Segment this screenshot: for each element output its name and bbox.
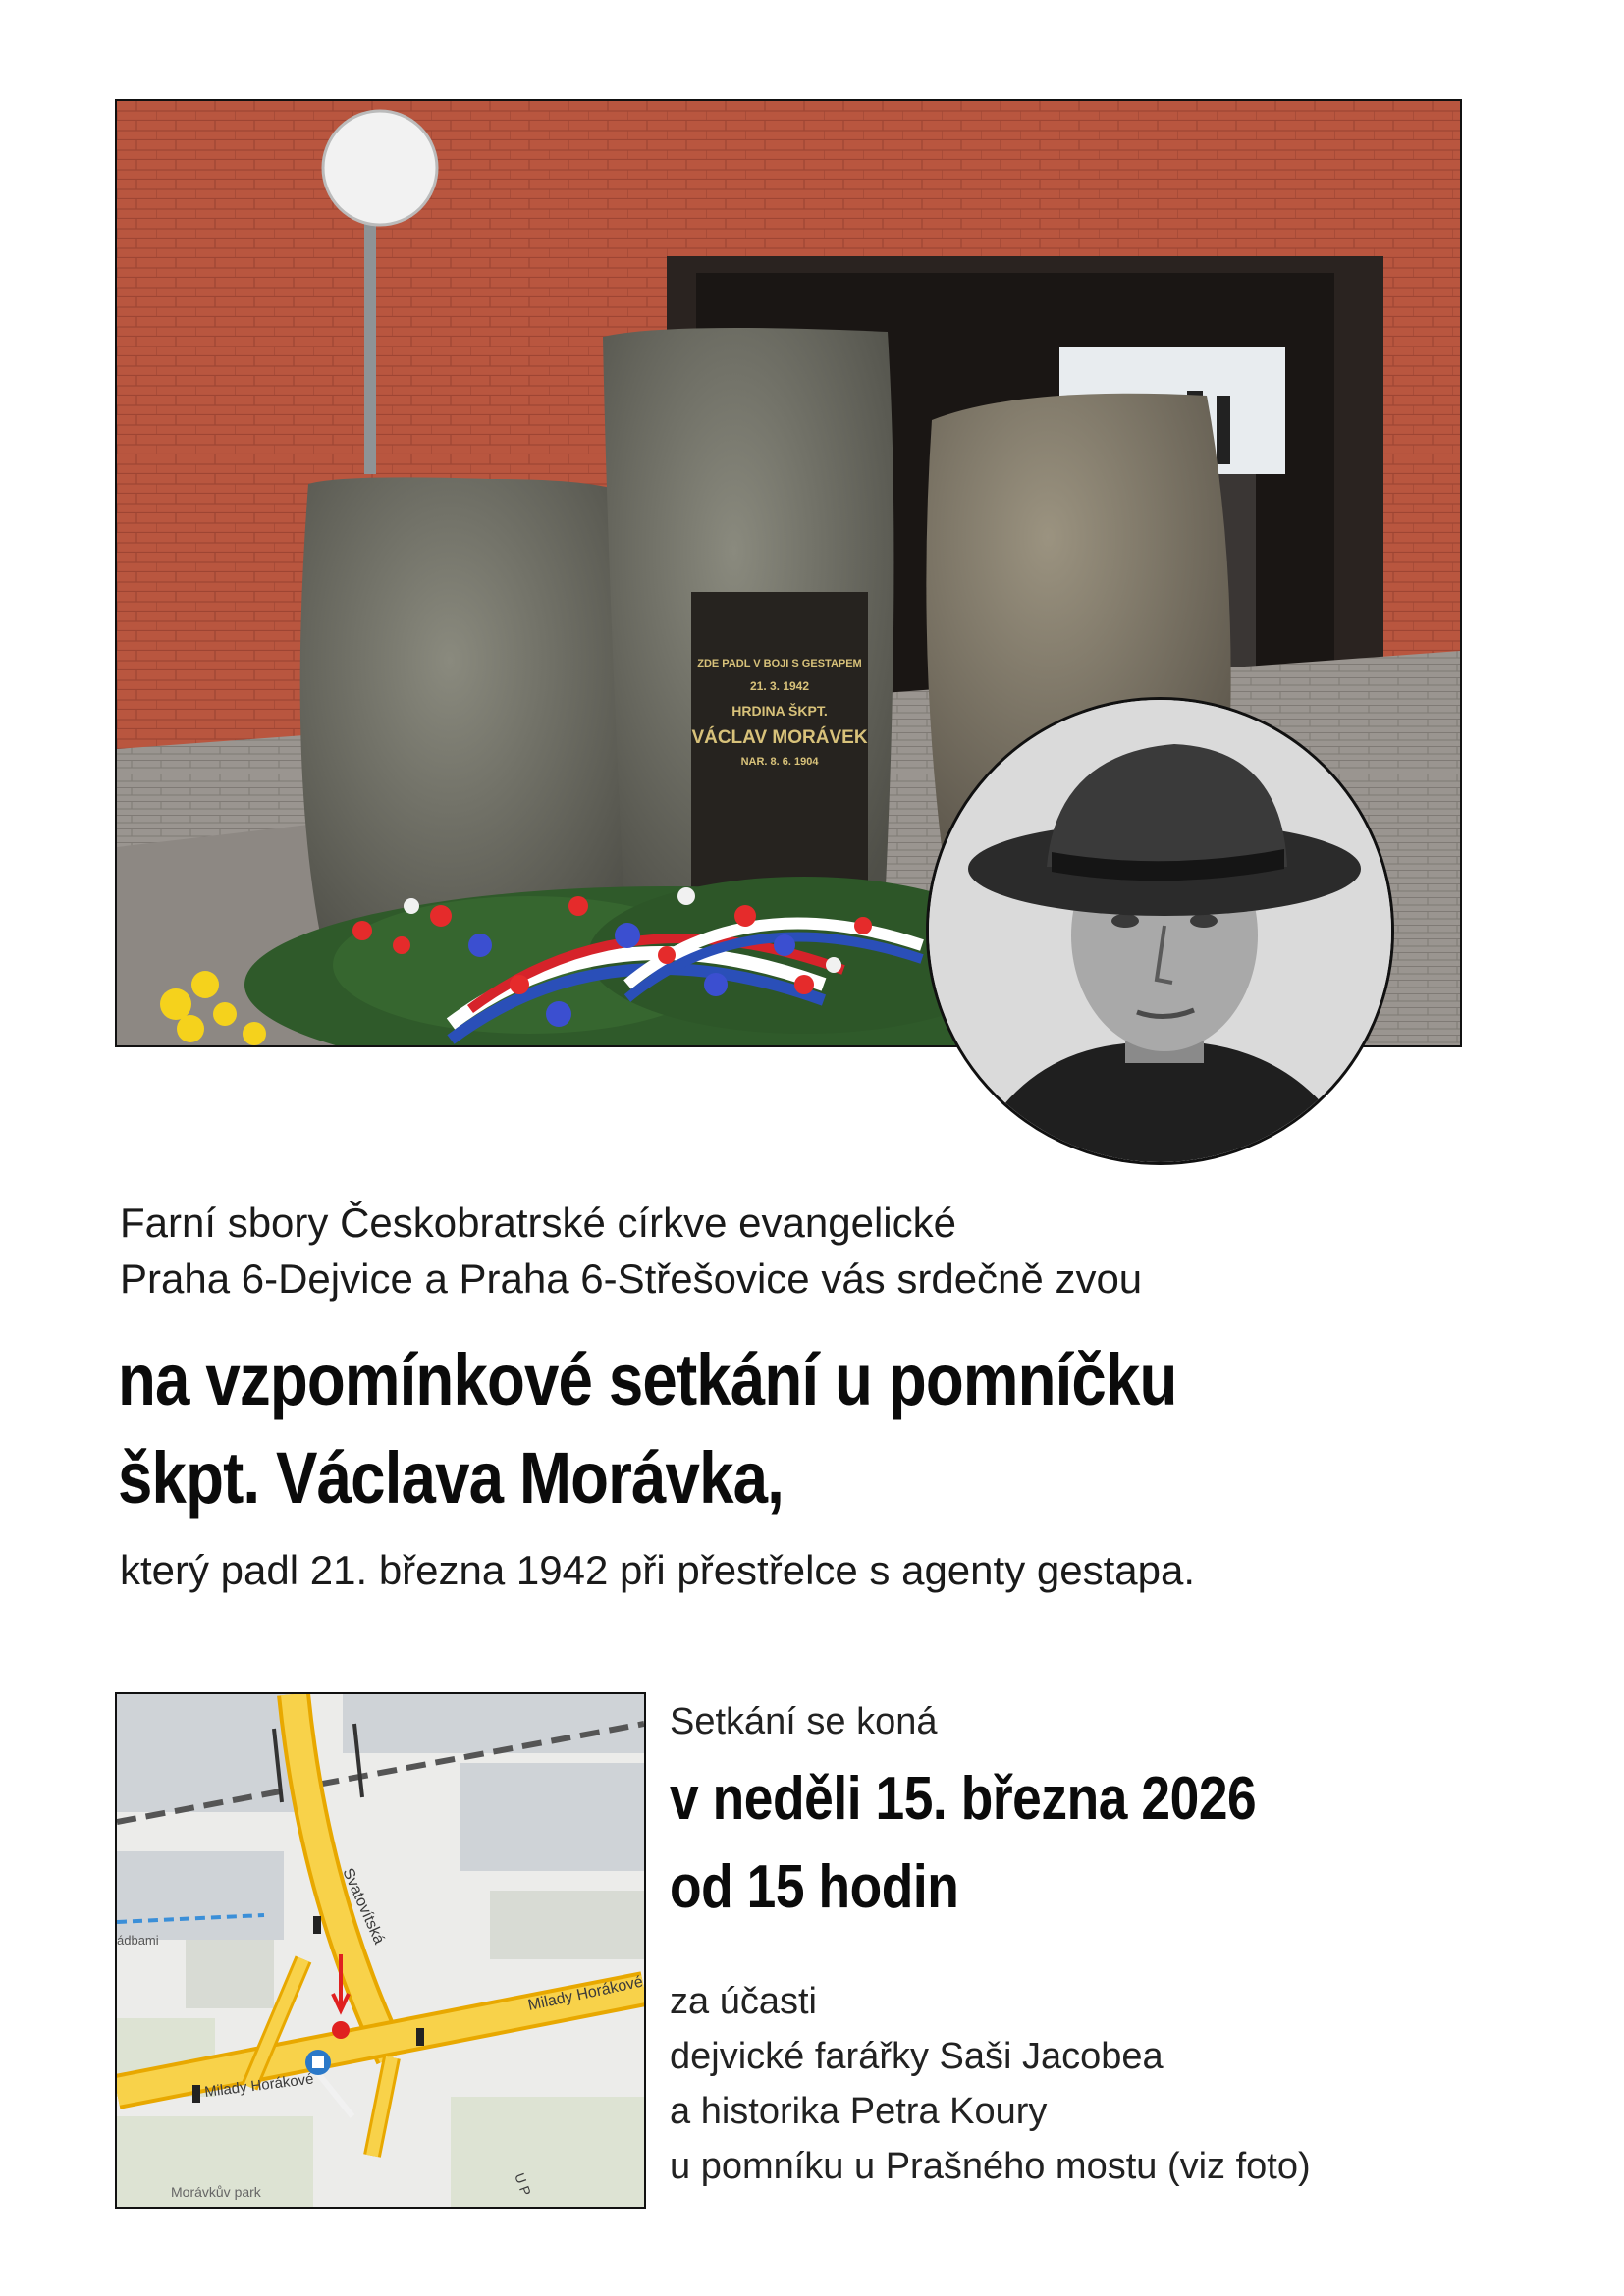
map-label-horakove-left: Milady Horákové [203,2070,315,2101]
map-label-svatovitska: Svatovítská [339,1865,388,1948]
map-label-bottom-right: U P [512,2170,535,2198]
map-label-left-edge: ádbami [117,1933,159,1948]
headline-line-2: škpt. Václava Morávka, [118,1437,784,1519]
headline-line-1: na vzpomínkové setkání u pomníčku [118,1339,1177,1420]
event-detail: a historika Petra Koury [670,2091,1048,2132]
map-label-park: Morávkův park [171,2184,261,2200]
subline: který padl 21. března 1942 při přestřelce s agenty gestapa. [120,1547,1195,1593]
intro-line-1: Farní sbory Českobratrské církve evangelické [120,1200,956,1246]
event-intro: Setkání se koná [670,1701,938,1742]
event-date: v neděli 15. března 2026 [670,1765,1257,1833]
plaque-line: 21. 3. 1942 [749,679,810,693]
event-detail: dejvické farářky Saši Jacobea [670,2036,1164,2077]
plaque-line: NAR. 8. 6. 1904 [740,756,819,768]
map-illustration [117,1694,644,2207]
plaque-line: VÁCLAV MORÁVEK [691,727,868,748]
map-label-horakove-right: Milady Horákové [526,1973,644,2014]
location-map [115,1692,646,2209]
portrait-illustration [929,700,1391,1162]
event-detail: za účasti [670,1981,817,2022]
intro-line-2: Praha 6-Dejvice a Praha 6-Střešovice vás srdečně zvou [120,1255,1143,1302]
event-time: od 15 hodin [670,1853,959,1921]
portrait-photo [926,697,1394,1165]
event-detail: u pomníku u Prašného mostu (viz foto) [670,2146,1311,2187]
plaque-line: ZDE PADL V BOJI S GESTAPEM [697,658,862,669]
plaque-line: HRDINA ŠKPT. [731,703,828,719]
